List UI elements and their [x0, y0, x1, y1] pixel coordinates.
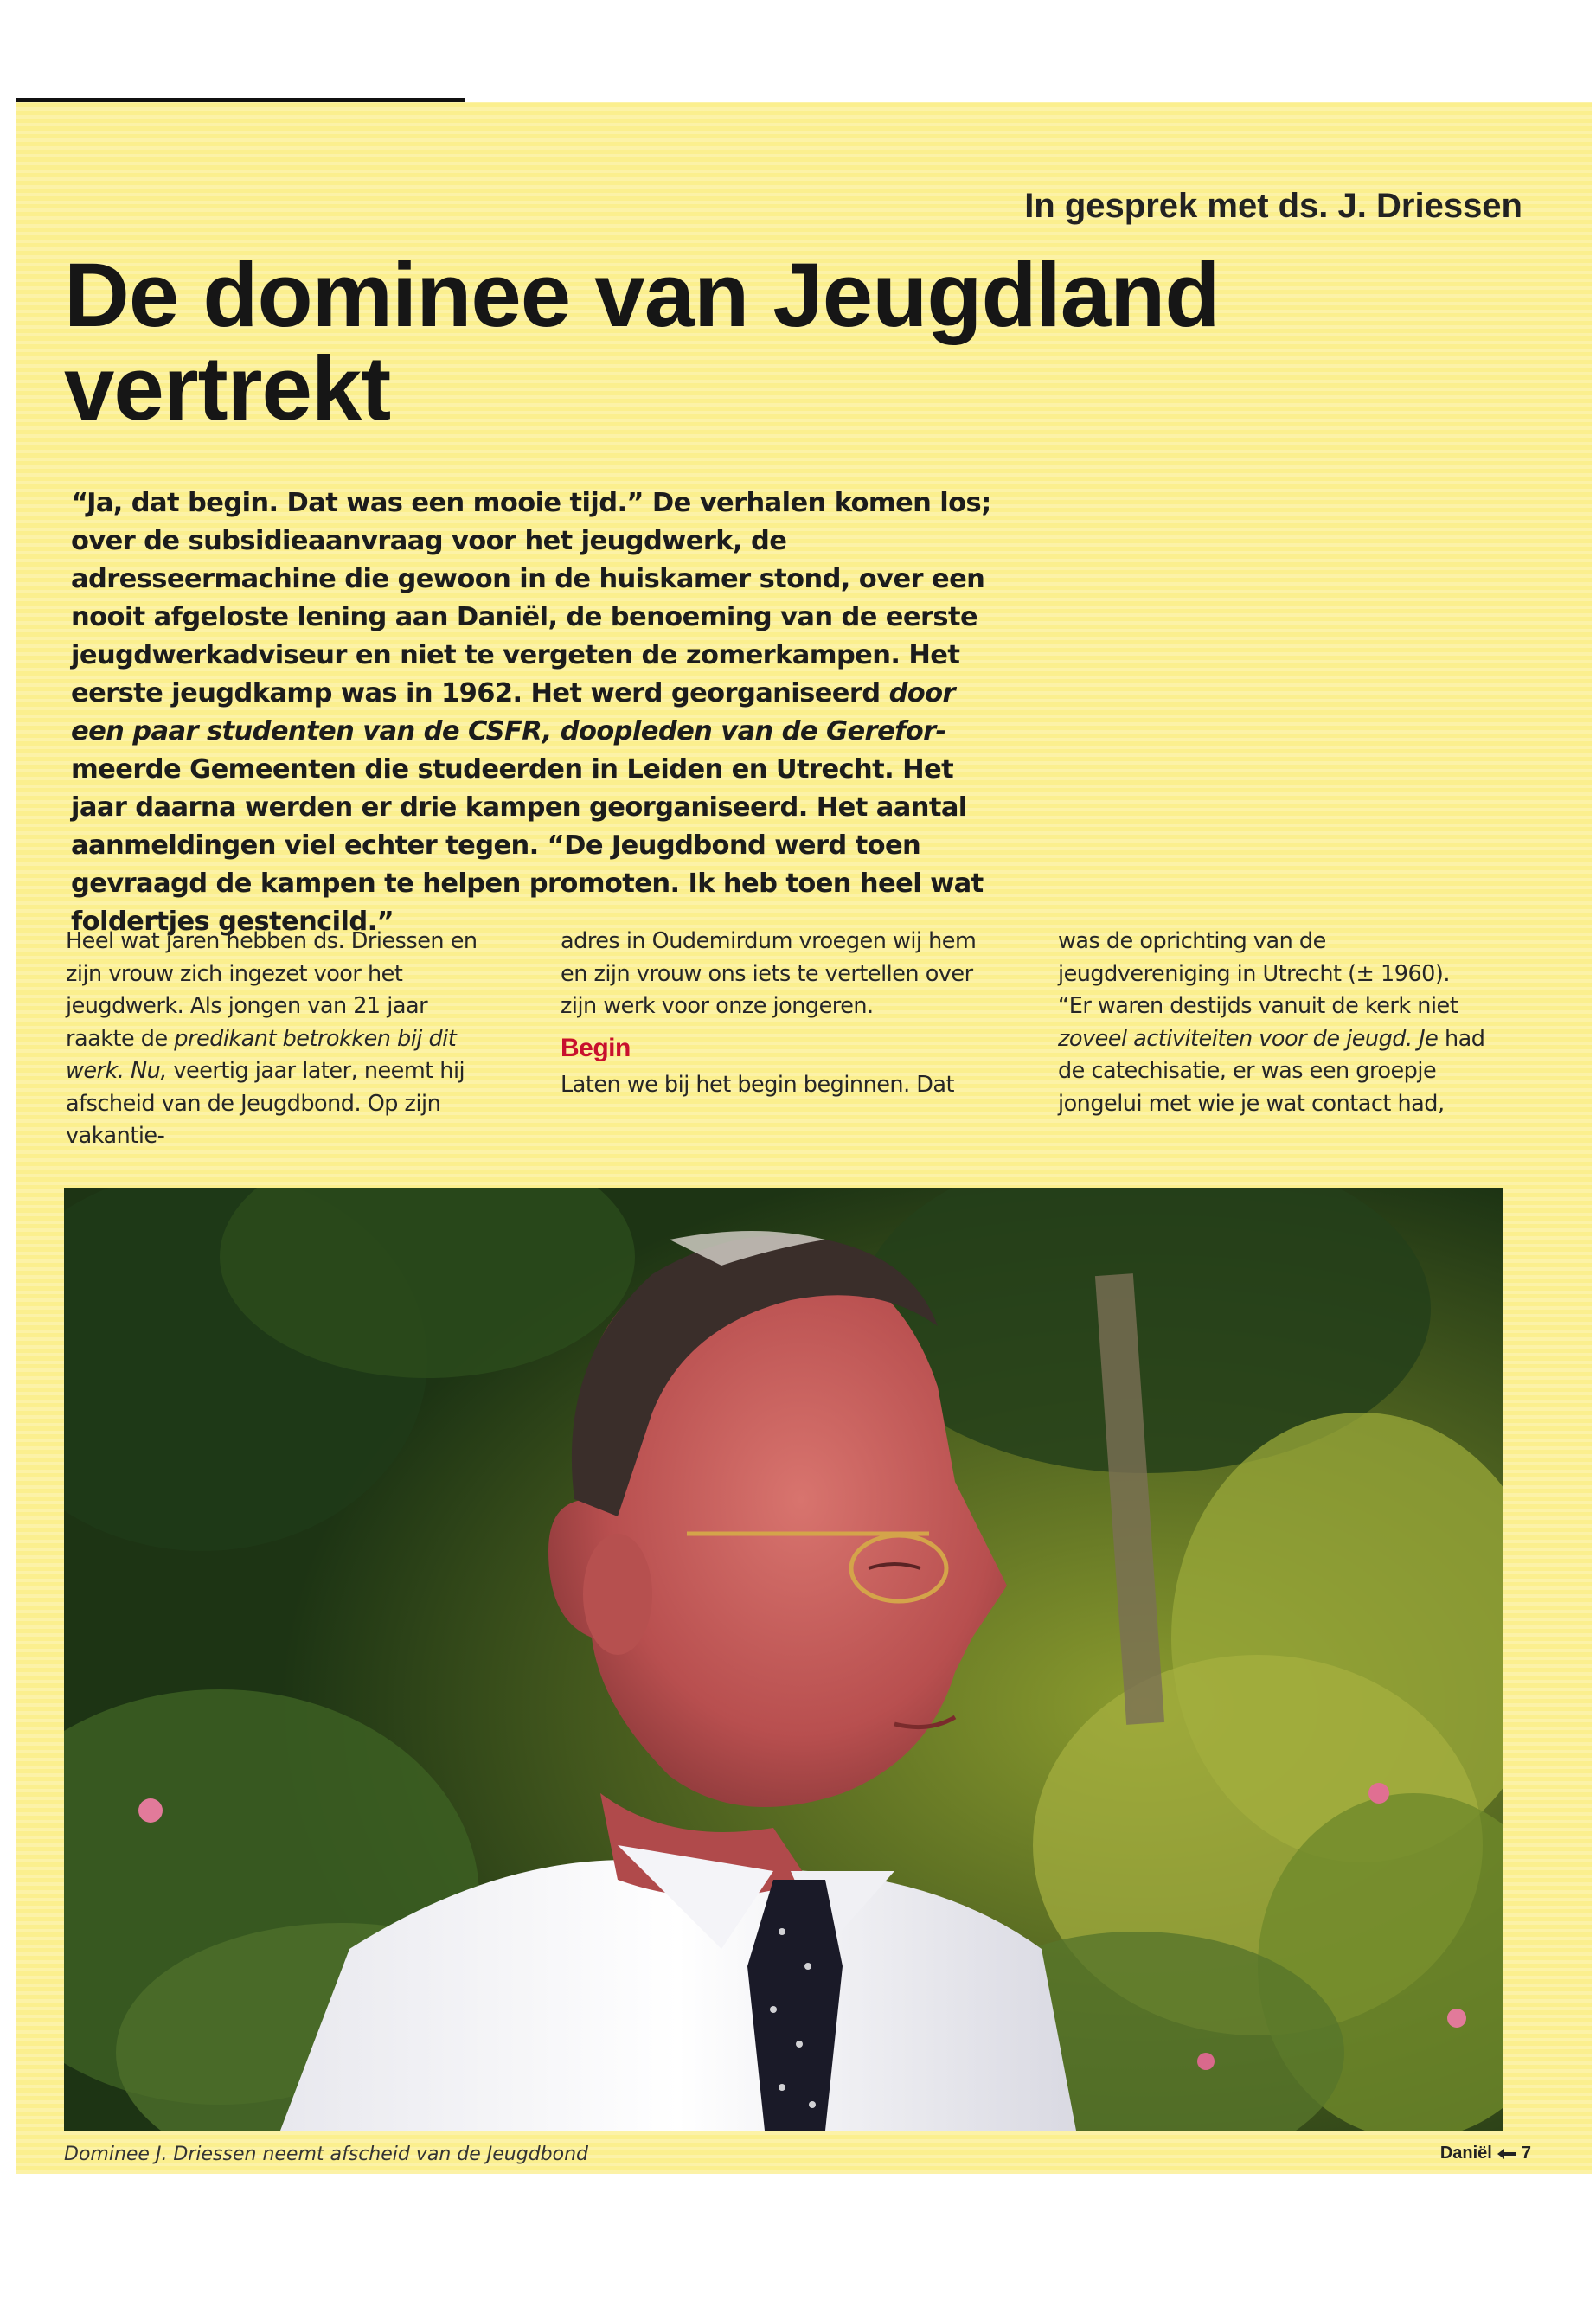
- intro-text-1: “Ja, dat begin. Dat was een mooie tijd.” De verhalen komen los; over de subsidieaanvraag voor het jeugdwerk, de adresseermachine die gewoon in de huiskamer stond, over een nooit afgeloste lening aan Daniël, de benoeming van de eerste jeugdwerkadviseur en niet te vergeten de zomerkampen. Het eerste jeugdkamp was in 1962. Het werd georganiseerd: [71, 488, 991, 708]
- folio: [1440, 2144, 1531, 2163]
- column-3-text-a: was de oprichting van de jeugdvereniging in Utrecht (± 1960).: [1058, 928, 1450, 987]
- portrait-photo: [64, 1188, 1503, 2131]
- photo-caption: Dominee J. Driessen neemt afscheid van de Jeugdbond: [64, 2144, 589, 2165]
- column-3-text-b: “Er waren destijds vanuit de kerk niet: [1058, 993, 1458, 1019]
- intro-text-2: meerde Gemeenten die studeerden in Leiden en Utrecht. Het jaar daarna werden er drie kampen georganiseerd. Het aantal aanmeldingen viel echter tegen. “De Jeugdbond werd toen gevraagd de kampen te helpen promoten. Ik heb toen heel wat foldertjes gestencild.”: [71, 754, 984, 937]
- magazine-name: Daniël: [1439, 2144, 1492, 2163]
- column-3-text-c: had de catechisatie, er was een groepje jongelui met wie je wat contact had,: [1058, 1025, 1485, 1117]
- portrait-illustration: [64, 1188, 1503, 2131]
- intro-text-italic: door een paar studenten van de CSFR, doopleden van de Gerefor-: [71, 678, 955, 747]
- column-1-text: [66, 926, 498, 1153]
- column-1-text-b: veertig jaar later, neemt hij afscheid van de Jeugdbond. Op zijn vakantie-: [66, 1058, 465, 1149]
- magazine-page: [16, 102, 1592, 2174]
- column-2-text-b: Laten we bij het begin beginnen. Dat: [561, 1072, 955, 1098]
- arrow-left-icon: [1497, 2149, 1516, 2159]
- column-1-text-italic: predikant betrokken bij dit werk. Nu,: [66, 1025, 457, 1084]
- headline-line-1: De dominee van Jeugdland: [64, 245, 1220, 346]
- intro-paragraph: [71, 484, 1010, 941]
- column-3-text: [1058, 990, 1490, 1120]
- column-2-text-a: adres in Oudemirdum vroegen wij hem en zijn vrouw ons iets te vertellen over zijn werk voor onze jongeren.: [561, 928, 977, 1019]
- column-1: [66, 926, 498, 1153]
- subhead-begin: Begin: [561, 1033, 631, 1062]
- kicker: In gesprek met ds. J. Driessen: [1024, 187, 1522, 225]
- column-3: [1058, 926, 1490, 1120]
- column-2: [561, 926, 993, 1102]
- column-3-text-italic: zoveel activiteiten voor de jeugd. Je: [1058, 1025, 1439, 1052]
- headline-line-2: vertrekt: [64, 338, 391, 439]
- page-number: 7: [1521, 2144, 1531, 2163]
- headline: [64, 245, 1275, 439]
- column-1-text-a: Heel wat jaren hebben ds. Driessen en zijn vrouw zich ingezet voor het jeugdwerk. Als jongen van 21 jaar raakte de: [66, 928, 478, 1052]
